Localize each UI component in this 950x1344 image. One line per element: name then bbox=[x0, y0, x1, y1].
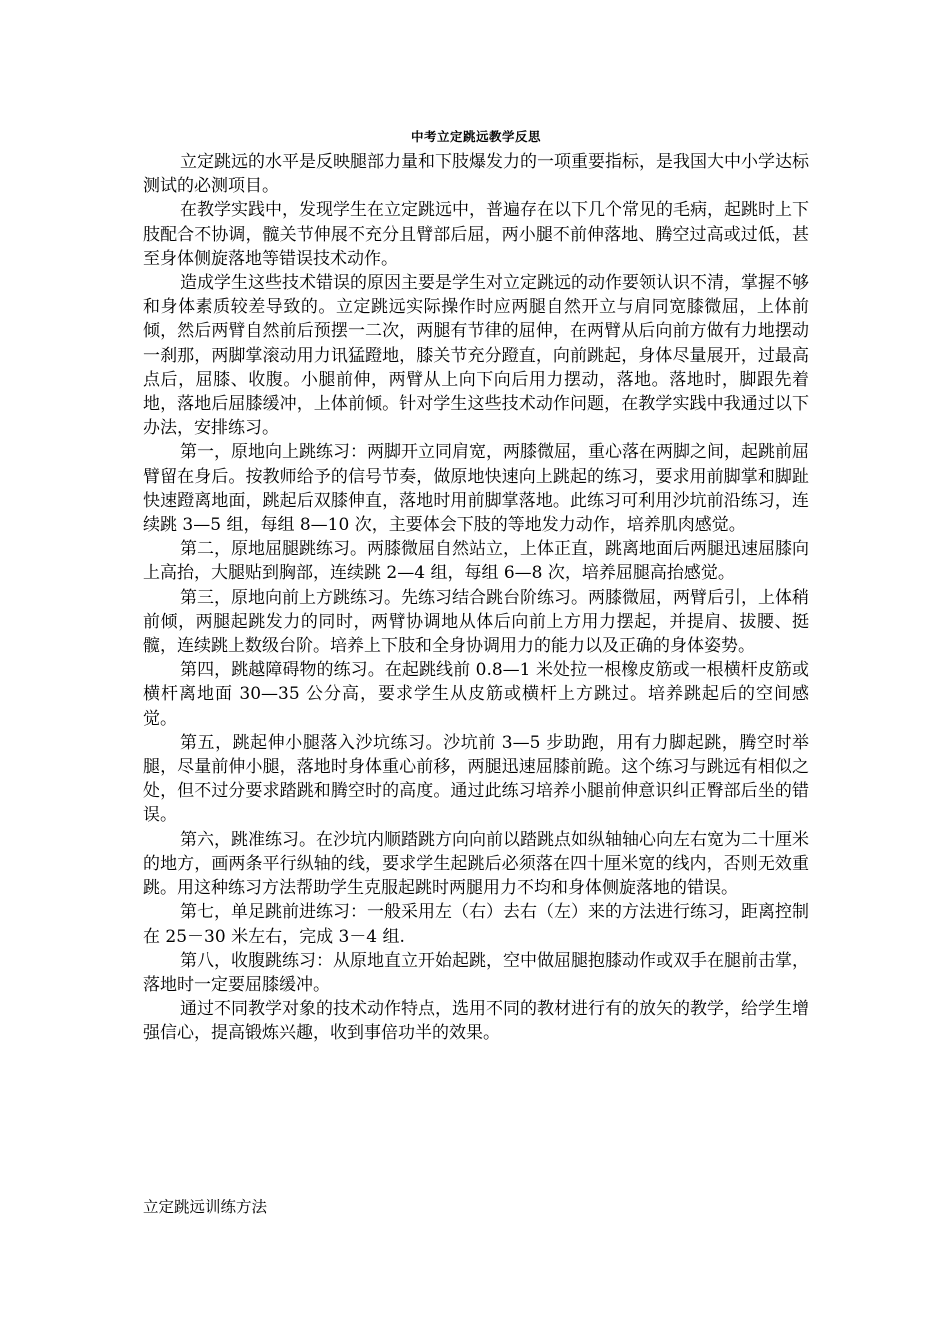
paragraph-exercise-8: 第八，收腹跳练习：从原地直立开始起跳，空中做屈腿抱膝动作或双手在腿前击掌，落地时一定要屈膝缓冲。 bbox=[143, 950, 809, 995]
document-body bbox=[143, 150, 809, 1046]
paragraph-intro: 立定跳远的水平是反映腿部力量和下肢爆发力的一项重要指标，是我国大中小学达标测试的必测项目。 bbox=[143, 152, 809, 197]
paragraph-exercise-4: 第四，跳越障碍物的练习。在起跳线前 0.8—1 米处拉一根橡皮筋或一根横杆皮筋或横杆离地面 30—35 公分高，要求学生从皮筋或横杆上方跳过。培养跳起后的空间感觉。 bbox=[143, 660, 809, 729]
paragraph-exercise-3: 第三，原地向前上方跳练习。先练习结合跳台阶练习。两膝微屈，两臂后引，上体稍前倾，两腿起跳发力的同时，两臂协调地从体后向前上方用力摆起，并提肩、拔腰、挺髋，连续跳上数级台阶。培养上下肢和全身协调用力的能力以及正确的身体姿势。 bbox=[143, 587, 809, 657]
paragraph-exercise-2: 第二，原地屈腿跳练习。两膝微屈自然站立，上体正直，跳离地面后两腿迅速屈膝向上高抬，大腿贴到胸部，连续跳 2—4 组，每组 6—8 次，培养屈腿高抬感觉。 bbox=[143, 539, 809, 584]
paragraph-exercise-7: 第七，单足跳前进练习：一般采用左（右）去右（左）来的方法进行练习，距离控制在 25－30 米左右，完成 3－4 组. bbox=[143, 902, 809, 947]
paragraph-conclusion: 通过不同教学对象的技术动作特点，选用不同的教材进行有的放矢的教学，给学生增强信心，提高锻炼兴趣，收到事倍功半的效果。 bbox=[143, 999, 809, 1044]
paragraph-exercise-6: 第六，跳准练习。在沙坑内顺踏跳方向向前以踏跳点如纵轴轴心向左右宽为二十厘米的地方，画两条平行纵轴的线，要求学生起跳后必须落在四十厘米宽的线内，否则无效重跳。用这种练习方法帮助学生克服起跳时两腿用力不均和身体侧旋落地的错误。 bbox=[143, 829, 809, 899]
paragraph-exercise-1: 第一，原地向上跳练习：两脚开立同肩宽，两膝微屈，重心落在两脚之间，起跳前屈臂留在身后。按教师给予的信号节奏，做原地快速向上跳起的练习，要求用前脚掌和脚趾快速蹬离地面，跳起后双膝伸直，落地时用前脚掌落地。此练习可利用沙坑前沿练习，连续跳 3—5 组，每组 8—10 次，主要体会下肢的等地发力动作，培养肌肉感觉。 bbox=[143, 442, 809, 536]
next-section-heading: 立定跳远训练方法 bbox=[143, 1198, 268, 1216]
paragraph-causes-technique: 造成学生这些技术错误的原因主要是学生对立定跳远的动作要领认识不清，掌握不够和身体素质较差导致的。立定跳远实际操作时应两腿自然开立与肩同宽膝微屈，上体前倾，然后两臂自然前后预摆一二次，两腿有节律的屈伸，在两臂从后向前方做有力地摆动一刹那，两脚掌滚动用力讯猛蹬地，膝关节充分蹬直，向前跳起，身体尽量展开，过最高点后，屈膝、收腹。小腿前伸，两臂从上向下向后用力摆动，落地。落地时，脚跟先着地，落地后屈膝缓冲，上体前倾。针对学生这些技术动作问题，在教学实践中我通过以下办法，安排练习。 bbox=[143, 273, 809, 439]
paragraph-common-errors: 在教学实践中，发现学生在立定跳远中，普遍存在以下几个常见的毛病，起跳时上下肢配合不协调，髋关节伸展不充分且臂部后屈，两小腿不前伸落地、腾空过高或过低，甚至身体侧旋落地等错误技术动作。 bbox=[143, 200, 809, 269]
document-title: 中考立定跳远教学反思 bbox=[410, 129, 541, 144]
paragraph-exercise-5: 第五，跳起伸小腿落入沙坑练习。沙坑前 3—5 步助跑，用有力脚起跳，腾空时举腿，尽量前伸小腿，落地时身体重心前移，两腿迅速屈膝前跪。这个练习与跳远有相似之处，但不过分要求踏跳和腾空时的高度。通过此练习培养小腿前伸意识纠正臀部后坐的错误。 bbox=[143, 732, 809, 826]
